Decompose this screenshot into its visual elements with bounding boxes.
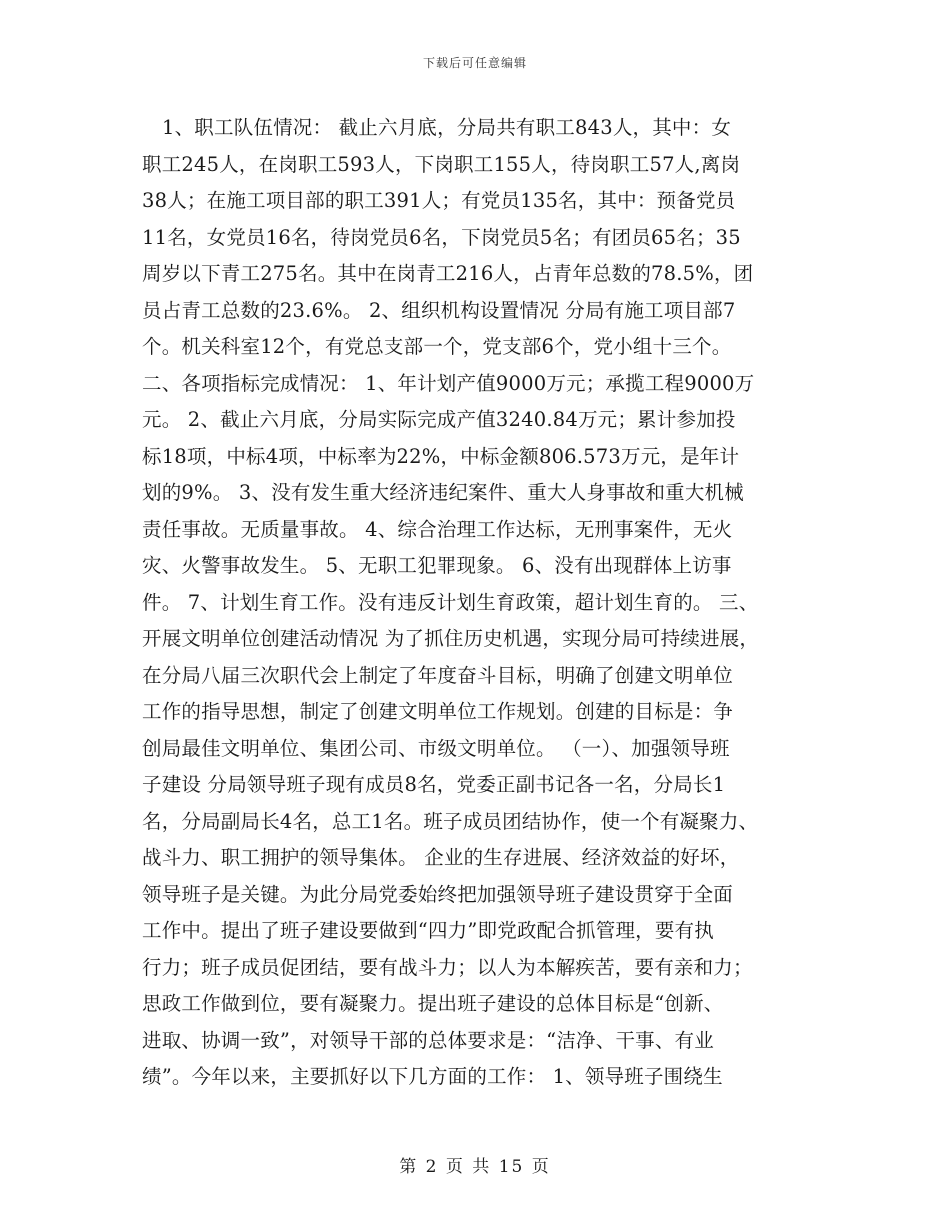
text-line: 元。 2、截止六月底，分局实际完成产值3240.84万元；累计参加投	[142, 408, 736, 431]
text-line: 工作的指导思想，制定了创建文明单位工作规划。创建的目标是：争	[142, 700, 734, 723]
text-line: 员占青工总数的23.6%。 2、组织机构设置情况 分局有施工项目部7	[142, 298, 736, 322]
page-number-footer: 第 2 页 共 15 页	[399, 1157, 551, 1177]
text-line: 思政工作做到位，要有凝聚力。提出班子建设的总体目标是“创新、	[142, 992, 724, 1015]
text-line: 工作中。提出了班子建设要做到“四力”即党政配合抓管理，要有执	[142, 919, 714, 942]
text-line: 责任事故。无质量事故。 4、综合治理工作达标，无刑事案件，无火	[142, 517, 733, 541]
text-line: 绩”。今年以来，主要抓好以下几方面的工作： 1、领导班子围绕生	[142, 1065, 723, 1088]
text-line: 二、各项指标完成情况： 1、年计划产值9000万元；承揽工程9000万	[142, 371, 755, 395]
text-line: 件。 7、计划生育工作。没有违反计划生育政策，超计划生育的。 三、	[142, 590, 759, 614]
text-line: 划的9%。 3、没有发生重大经济违纪案件、重大人身事故和重大机械	[142, 481, 744, 504]
text-line: 标18项，中标4项，中标率为22%，中标金额806.573万元，是年计	[142, 444, 740, 468]
text-line: 进取、协调一致”，对领导干部的总体要求是：“洁净、干事、有业	[142, 1028, 714, 1052]
text-line: 行力；班子成员促团结，要有战斗力；以人为本解疾苦，要有亲和力；	[142, 955, 753, 979]
text-line: 11名，女党员16名，待岗党员6名，下岗党员5名；有团员65名；35	[142, 225, 741, 249]
text-line: 周岁以下青工275名。其中在岗青工216人，占青年总数的78.5%，团	[142, 262, 754, 285]
text-line: 个。机关科室12个，有党总支部一个，党支部6个，党小组十三个。	[142, 335, 732, 358]
text-line: 灾、火警事故发生。 5、无职工犯罪现象。 6、没有出现群体上访事	[142, 554, 732, 577]
text-line: 1、职工队伍情况： 截止六月底，分局共有职工843人，其中：女	[162, 116, 732, 139]
text-line: 在分局八届三次职代会上制定了年度奋斗目标，明确了创建文明单位	[142, 663, 734, 687]
text-line: 子建设 分局领导班子现有成员8名，党委正副书记各一名，分局长1	[142, 773, 726, 796]
text-line: 战斗力、职工拥护的领导集体。 企业的生存进展、经济效益的好坏，	[142, 846, 740, 869]
text-line: 名，分局副局长4名，总工1名。班子成员团结协作，使一个有凝聚力、	[142, 809, 759, 833]
text-line: 职工245人，在岗职工593人，下岗职工155人，待岗职工57人,离岗	[142, 152, 741, 176]
text-line: 开展文明单位创建活动情况 为了抓住历史机遇，实现分局可持续进展，	[142, 627, 760, 650]
text-line: 创局最佳文明单位、集团公司、市级文明单位。 （一）、加强领导班	[142, 736, 730, 760]
body-text	[142, 110, 832, 1096]
text-line: 领导班子是关键。为此分局党委始终把加强领导班子建设贯穿于全面	[142, 882, 734, 906]
page-header: 下载后可任意编辑	[422, 56, 527, 70]
text-line: 38人；在施工项目部的职工391人；有党员135名，其中：预备党员	[142, 189, 736, 212]
